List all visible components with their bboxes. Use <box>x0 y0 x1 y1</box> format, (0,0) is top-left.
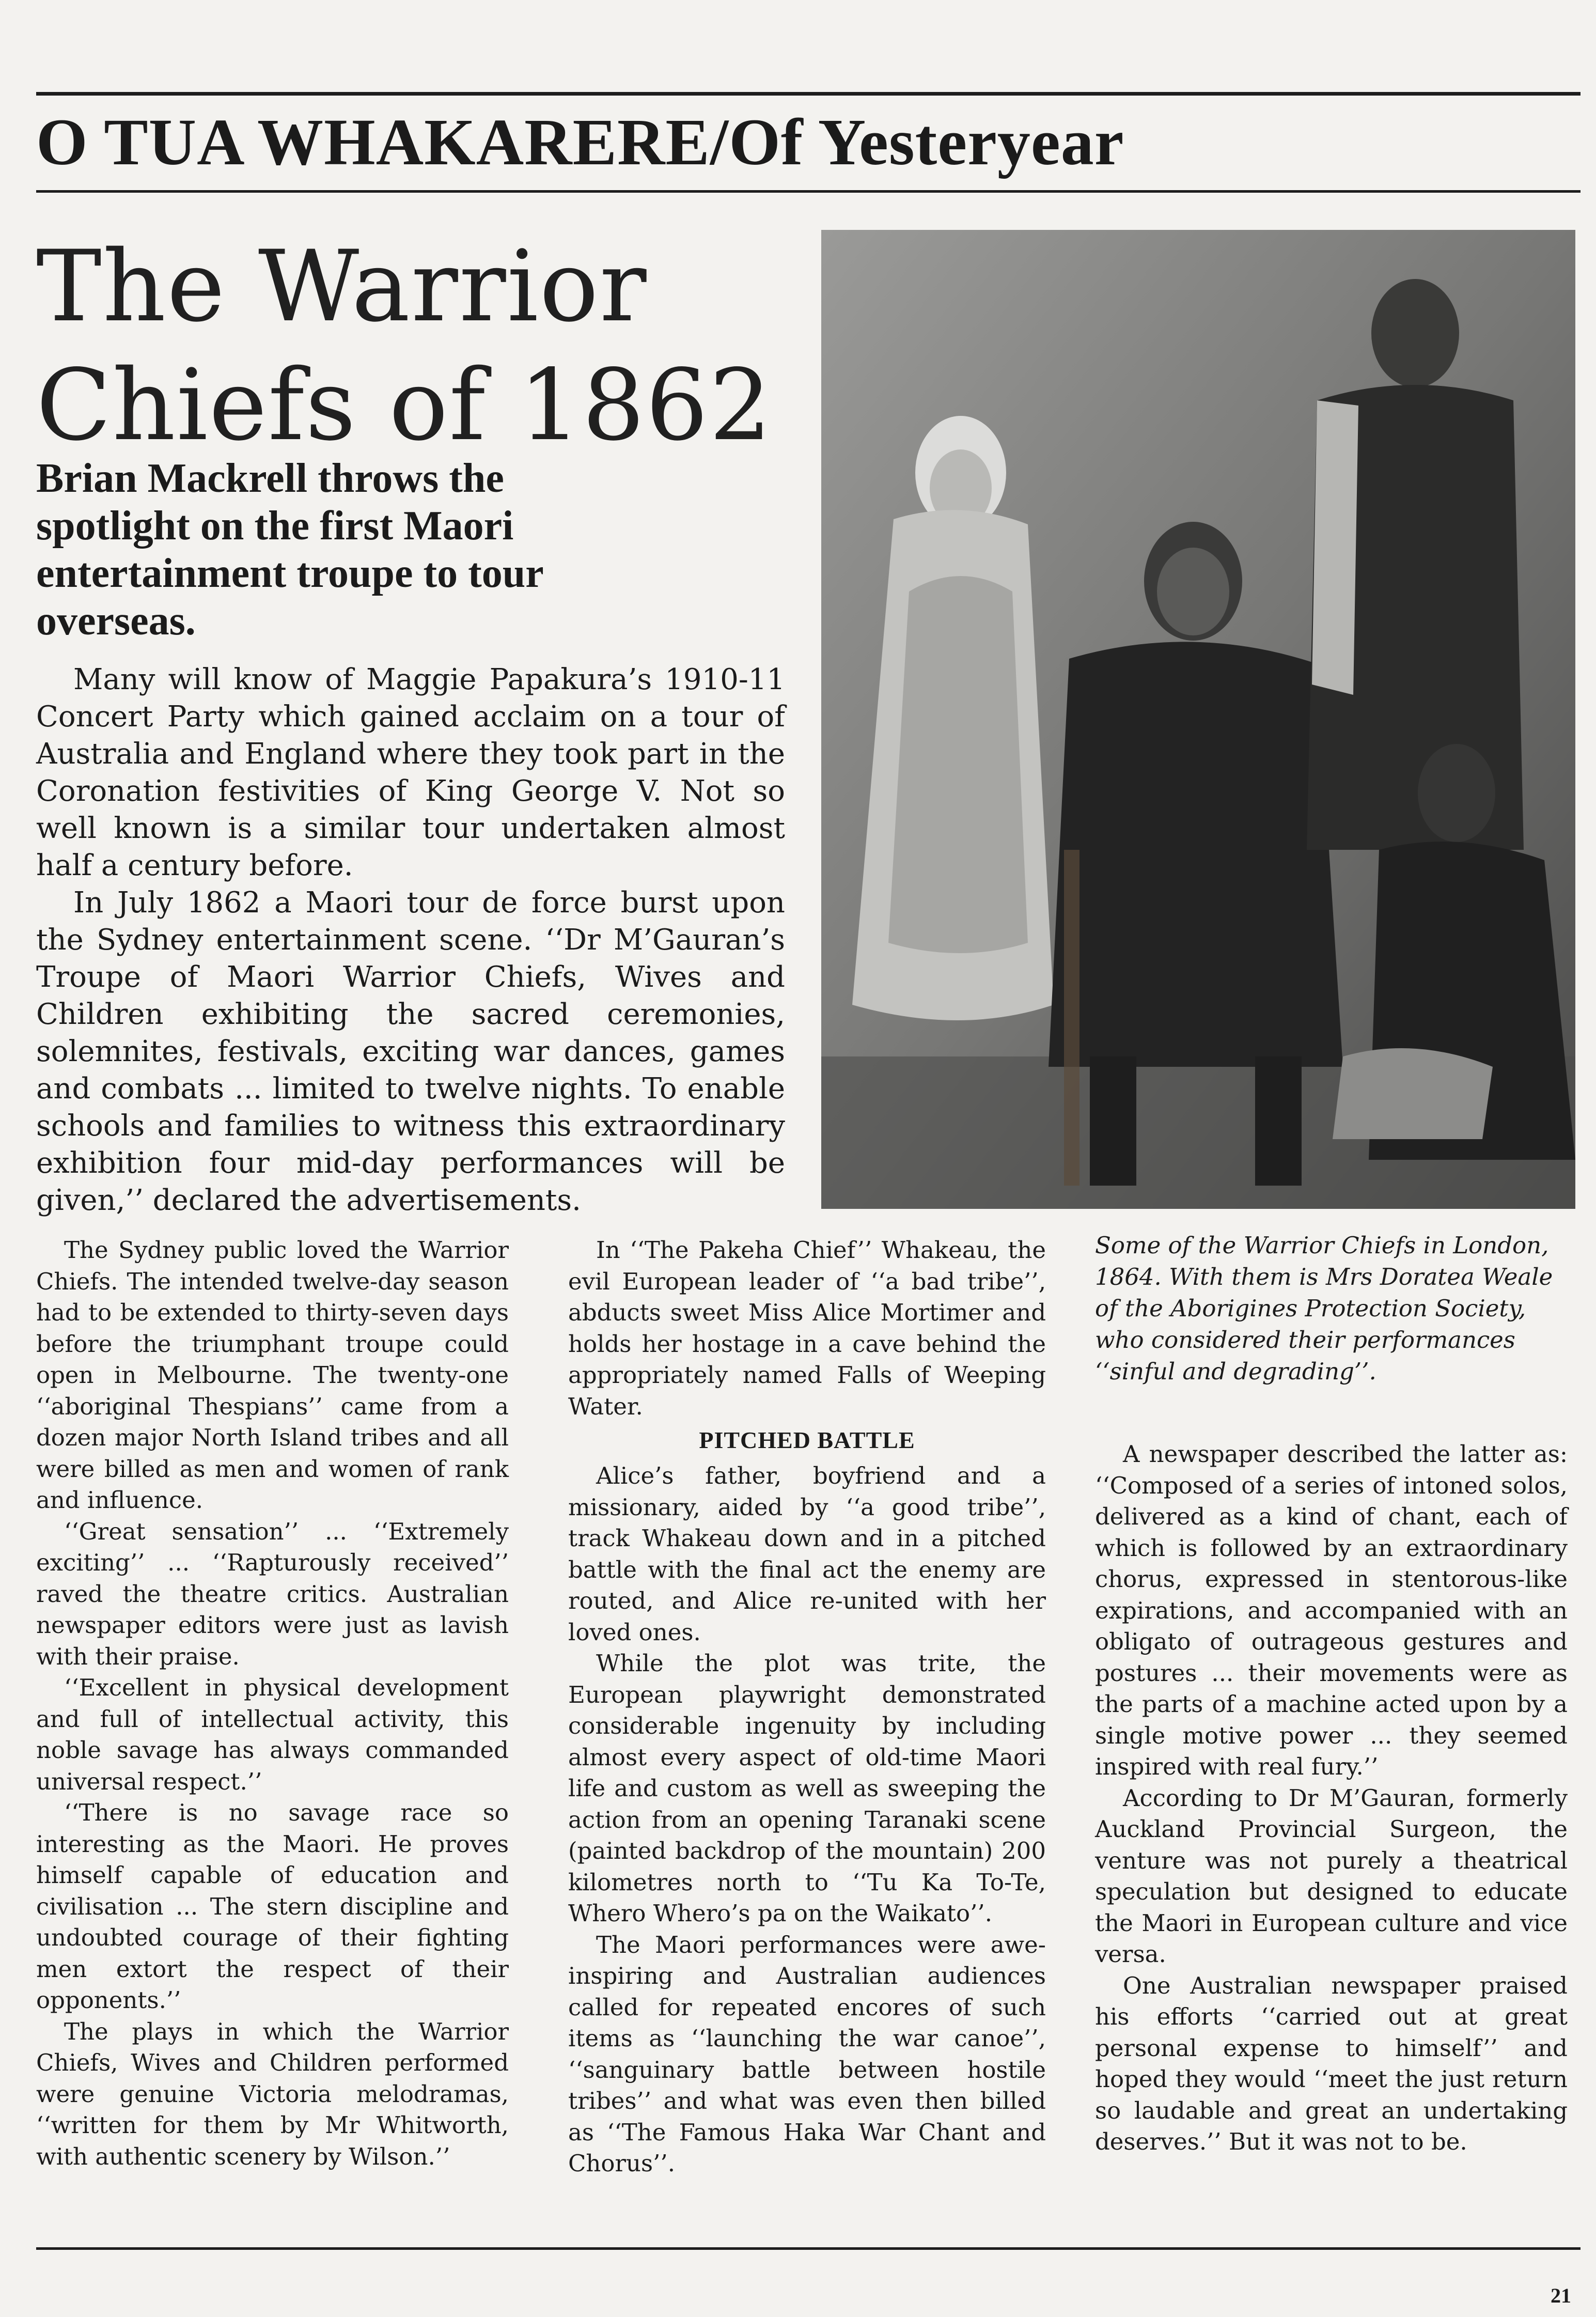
body-paragraph: The Sydney public loved the Warrior Chiefs. The intended twelve-day season had to be extended to thirty-seven days before the triumphant troupe could open in Melbourne. The twenty-one ‘‘aboriginal Thespians’’ came from a dozen major North Island tribes and all were billed as men and women of rank and influence. <box>36 1236 509 1514</box>
headline-line-1: The Warrior <box>36 229 648 344</box>
body-paragraph: ‘‘There is no savage race so interesting as the Maori. He proves himself capable of education and civilisation ... The stern discipline and undoubted courage of their fighting men extort the respect of their opponents.’’ <box>36 1799 509 2014</box>
warrior-chiefs-photo <box>821 230 1575 1209</box>
standfirst: Brian Mackrell throws the spotlight on the first Maori entertainment troupe to tour overseas. <box>36 456 543 644</box>
body-paragraph: The Maori performances were awe-inspiring and Australian audiences called for repeated encores of such items as ‘‘launching the war canoe’’, ‘‘sanguinary battle between hostile tribes’’ and what was even then billed as ‘‘The Famous Haka War Chant and Chorus’’. <box>568 1931 1046 2177</box>
bottom-rule <box>36 2247 1581 2250</box>
body-paragraph: According to Dr M’Gauran, formerly Auckland Provincial Surgeon, the venture was not purely a theatrical speculation but designed to educate the Maori in European culture and vice versa. <box>1095 1784 1568 1968</box>
body-paragraph: While the plot was trite, the European playwright demonstrated considerable ingenuity by including almost every aspect of old-time Maori life and custom as well as sweeping the action from an opening Taranaki scene (painted backdrop of the mountain) 200 kilometres north to ‘‘Tu Ka To-Te, Whero Whero’s pa on the Waikato’’. <box>568 1650 1046 1927</box>
body-column-1 <box>36 1235 509 2172</box>
body-column-2 <box>568 1235 1046 2180</box>
body-paragraph: The plays in which the Warrior Chiefs, Wives and Children performed were genuine Victoria melodramas, ‘‘written for them by Mr Whitworth, with authentic scenery by Wilson.’’ <box>36 2017 509 2170</box>
top-rule <box>36 92 1581 96</box>
photo-caption: Some of the Warrior Chiefs in London, 1864. With them is Mrs Doratea Weale of the Aborigines Protection Society, who considered their performances ‘‘sinful and degrading’’. <box>1095 1232 1553 1385</box>
headline-line-2: Chiefs of 1862 <box>36 348 773 462</box>
body-paragraph: ‘‘Excellent in physical development and full of intellectual activity, this noble savage has always commanded universal respect.’’ <box>36 1674 509 1795</box>
page-number: 21 <box>1551 2284 1571 2307</box>
intro-text <box>36 661 785 1219</box>
intro-paragraph: Many will know of Maggie Papakura’s 1910-11 Concert Party which gained acclaim on a tour of Australia and England where they took part in the Coronation festivities of King George V. Not so well known is a similar tour undertaken almost half a century before. <box>36 663 785 882</box>
body-column-3 <box>1095 1230 1568 2158</box>
body-paragraph: ‘‘Great sensation’’ ... ‘‘Extremely exciting’’ ... ‘‘Rapturously received’’ raved the theatre critics. Australian newspaper editors were just as lavish with their praise. <box>36 1517 509 1670</box>
subheading-pitched-battle: PITCHED BATTLE <box>699 1427 915 1453</box>
photo-illustration <box>821 230 1575 1209</box>
body-paragraph: A newspaper described the latter as: ‘‘Composed of a series of intoned solos, delivered as a kind of chant, each of which is followed by an extraordinary chorus, expressed in stentorous-like expirations, and accompanied with an obligato of outrageous gestures and postures ... their movements were as the parts of a machine acted upon by a single motive power ... they seemed inspired with real fury.’’ <box>1095 1440 1568 1780</box>
body-paragraph: Alice’s father, boyfriend and a missionary, aided by ‘‘a good tribe’’, track Whakeau down and in a pitched battle with the final act the enemy are routed, and Alice re-united with her loved ones. <box>568 1462 1046 1646</box>
body-paragraph: One Australian newspaper praised his efforts ‘‘carried out at great personal expense to himself’’ and hoped they would ‘‘meet the just return so laudable and great an undertaking deserves.’’ But it was not to be. <box>1095 1971 1568 2155</box>
section-title: O TUA WHAKARERE/Of Yesteryear <box>36 105 1124 179</box>
intro-paragraph: In July 1862 a Maori tour de force burst upon the Sydney entertainment scene. ‘‘Dr M’Gauran’s Troupe of Maori Warrior Chiefs, Wives and Children exhibiting the sacred ceremonies, solemnites, festivals, exciting war dances, games and combats ... limited to twelve nights. To enable schools and families to witness this extraordinary exhibition four mid-day performances will be given,’’ declared the advertisements. <box>36 886 785 1217</box>
body-paragraph: In ‘‘The Pakeha Chief’’ Whakeau, the evil European leader of ‘‘a bad tribe’’, abducts sweet Miss Alice Mortimer and holds her hostage in a cave behind the appropriately named Falls of Weeping Water. <box>568 1236 1046 1420</box>
section-rule <box>36 190 1581 193</box>
headline <box>36 227 790 465</box>
